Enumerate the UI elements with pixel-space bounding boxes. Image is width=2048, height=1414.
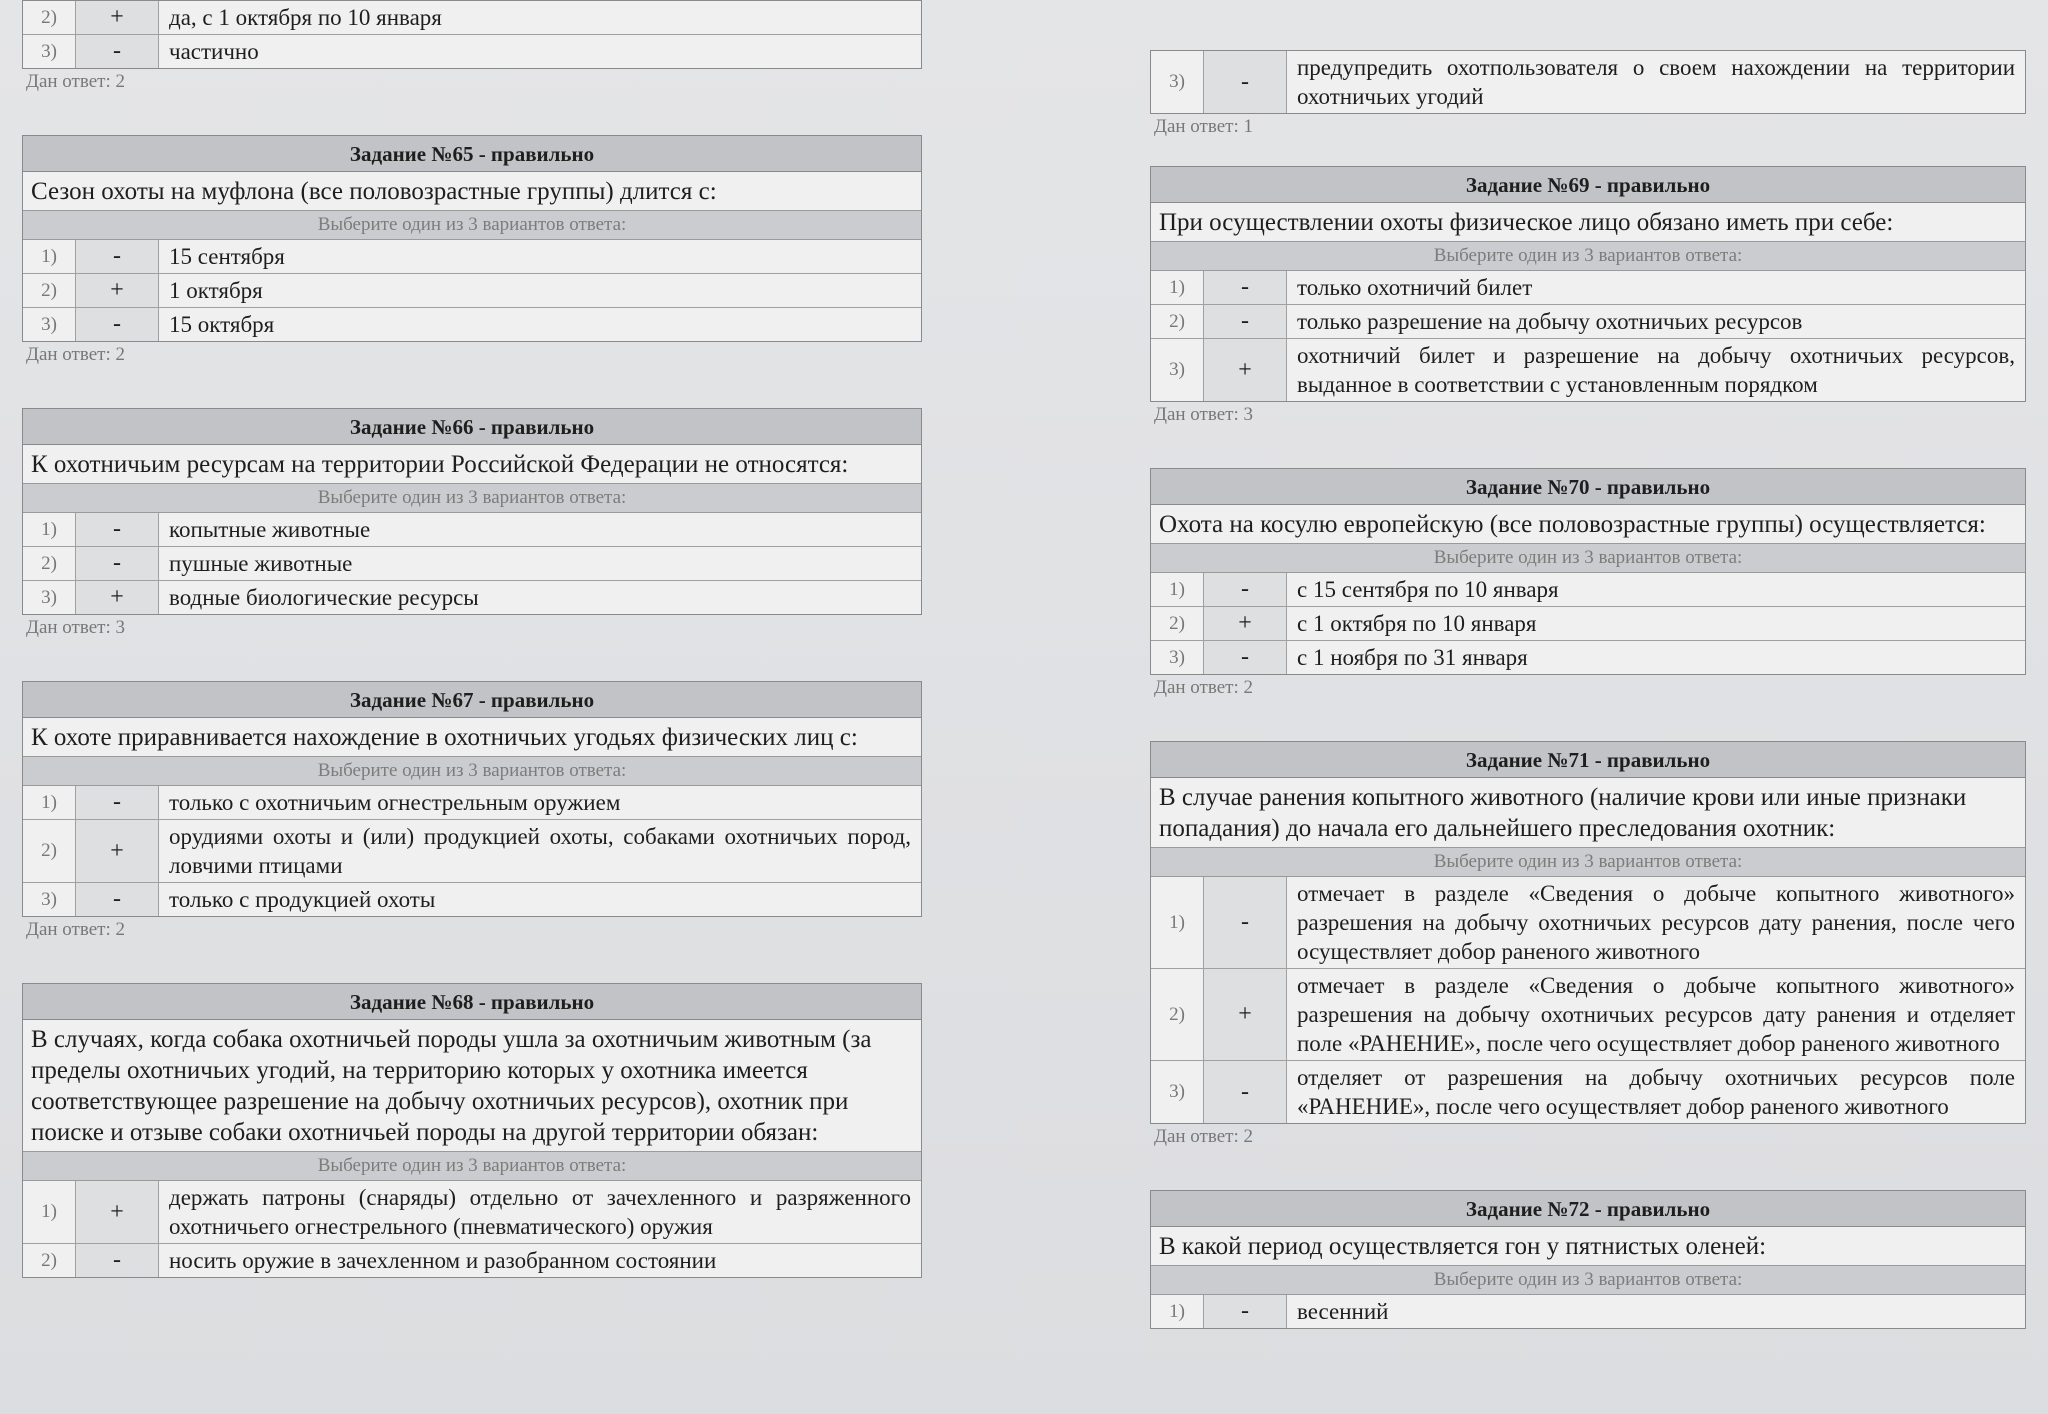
option-mark: + (76, 274, 159, 308)
option-number: 2) (1151, 305, 1204, 339)
option-number: 3) (1151, 1061, 1204, 1124)
option-text: 1 октября (159, 274, 922, 308)
given-answer: Дан ответ: 2 (1154, 1126, 1253, 1147)
option-number: 3) (1151, 51, 1204, 113)
option-text: с 1 октября по 10 января (1287, 607, 2026, 641)
option-row (23, 883, 921, 917)
option-row (23, 1181, 921, 1244)
task-hint: Выберите один из 3 вариантов ответа: (23, 484, 921, 513)
option-mark: - (1204, 877, 1287, 969)
option-row (23, 513, 921, 547)
task-hint: Выберите один из 3 вариантов ответа: (23, 211, 921, 240)
option-text: 15 сентября (159, 240, 922, 274)
option-number: 3) (23, 581, 76, 615)
option-row (1151, 573, 2025, 607)
option-text: 15 октября (169, 312, 275, 337)
option-mark: - (76, 547, 159, 581)
given-answer: Дан ответ: 2 (1154, 677, 1253, 698)
task-64-fragment (22, 0, 922, 69)
option-text: отделяет от разрешения на добычу охотничьих ресурсов поле «РАНЕНИЕ», после чего осуществляет добор раненого животного (1297, 1065, 2015, 1119)
option-text: отмечает в разделе «Сведения о добыче копытного животного» разрешения на добычу охотничьих ресурсов дату ранения, после чего осуществляет добор раненого животного (1287, 877, 2026, 969)
task-title: Задание №66 - правильно (23, 409, 921, 445)
option-row (1151, 641, 2025, 675)
option-mark: - (1204, 573, 1287, 607)
option-mark: - (1204, 641, 1287, 675)
option-text: пушные животные (159, 547, 922, 581)
task-question: При осуществлении охоты физическое лицо обязано иметь при себе: (1151, 203, 2025, 242)
option-number: 3) (23, 883, 76, 917)
given-answer: Дан ответ: 2 (26, 71, 125, 92)
task-question: К охотничьим ресурсам на территории Российской Федерации не относятся: (23, 445, 921, 484)
task-72 (1150, 1190, 2026, 1329)
option-row (1151, 607, 2025, 641)
option-row (23, 1244, 921, 1278)
option-text: да, с 1 октября по 10 января (159, 1, 922, 35)
option-mark: - (1204, 305, 1287, 339)
option-number: 2) (23, 820, 76, 883)
option-row (1151, 969, 2025, 1061)
option-number: 1) (23, 786, 76, 820)
right-column (1150, 0, 2026, 1329)
option-number: 2) (23, 1, 76, 35)
option-number: 2) (23, 274, 76, 308)
option-text: орудиями охоты и (или) продукцией охоты, собаками охотничьих пород, ловчими птицами (159, 820, 922, 883)
task-71 (1150, 741, 2026, 1124)
option-text: только охотничий билет (1287, 271, 2026, 305)
option-mark: - (76, 883, 159, 917)
option-text: носить оружие в зачехленном и разобранном состоянии (169, 1248, 717, 1273)
option-row (1151, 51, 2025, 113)
option-text: только с охотничьим огнестрельным оружием (159, 786, 922, 820)
option-number: 3) (1151, 339, 1204, 402)
option-text: держать патроны (снаряды) отдельно от зачехленного и разряженного охотничьего огнестрельного (пневматического) оружия (159, 1181, 922, 1244)
option-text: с 1 ноября по 31 января (1297, 645, 1528, 670)
task-66 (22, 408, 922, 615)
task-69 (1150, 166, 2026, 402)
option-mark: + (1204, 969, 1287, 1061)
option-mark: - (76, 308, 159, 342)
option-number: 2) (23, 547, 76, 581)
task-question: К охоте приравнивается нахождение в охотничьих угодьях физических лиц с: (23, 718, 921, 757)
option-text: только с продукцией охоты (169, 887, 436, 912)
option-row (1151, 877, 2025, 969)
task-65 (22, 135, 922, 342)
option-number: 3) (23, 35, 76, 69)
option-number: 1) (23, 240, 76, 274)
option-row (23, 35, 921, 69)
option-row (23, 547, 921, 581)
option-text: водные биологические ресурсы (169, 585, 479, 610)
option-number: 3) (1151, 641, 1204, 675)
option-mark: + (1204, 339, 1287, 402)
task-title: Задание №65 - правильно (23, 136, 921, 172)
option-text: с 15 сентября по 10 января (1287, 573, 2026, 607)
option-text: предупредить охотпользователя о своем нахождении на территории охотничьих угодий (1297, 55, 2015, 109)
task-67 (22, 681, 922, 917)
option-row (23, 1, 921, 35)
task-title: Задание №68 - правильно (23, 984, 921, 1020)
given-answer: Дан ответ: 2 (26, 919, 125, 940)
option-text: только разрешение на добычу охотничьих ресурсов (1287, 305, 2026, 339)
task-hint: Выберите один из 3 вариантов ответа: (23, 1152, 921, 1181)
task-title: Задание №67 - правильно (23, 682, 921, 718)
option-number: 2) (23, 1244, 76, 1278)
option-number: 1) (23, 513, 76, 547)
option-number: 1) (23, 1181, 76, 1244)
option-mark: - (1204, 271, 1287, 305)
given-answer: Дан ответ: 2 (26, 344, 125, 365)
left-column (22, 0, 922, 1278)
option-mark: - (76, 240, 159, 274)
task-hint: Выберите один из 3 вариантов ответа: (1151, 242, 2025, 271)
task-68b-fragment (1150, 50, 2026, 114)
option-number: 1) (1151, 573, 1204, 607)
option-number: 2) (1151, 969, 1204, 1061)
task-title: Задание №71 - правильно (1151, 742, 2025, 778)
option-row (23, 308, 921, 342)
task-question: Охота на косулю европейскую (все половозрастные группы) осуществляется: (1151, 505, 2025, 544)
task-question: В случае ранения копытного животного (наличие крови или иные признаки попадания) до начала его дальнейшего преследования охотник: (1151, 778, 2025, 848)
option-mark: - (76, 786, 159, 820)
task-hint: Выберите один из 3 вариантов ответа: (1151, 848, 2025, 877)
option-row (23, 581, 921, 615)
option-mark: - (1204, 51, 1287, 113)
task-title: Задание №69 - правильно (1151, 167, 2025, 203)
option-row (1151, 1061, 2025, 1124)
option-mark: - (1204, 1061, 1287, 1124)
option-text: отмечает в разделе «Сведения о добыче копытного животного» разрешения на добычу охотничьих ресурсов дату ранения и отделяет поле «РАНЕНИЕ», после чего осуществляет добор раненого животного (1287, 969, 2026, 1061)
option-text: частично (169, 39, 259, 64)
option-text: копытные животные (159, 513, 922, 547)
option-mark: + (76, 1, 159, 35)
option-row (1151, 271, 2025, 305)
option-text: охотничий билет и разрешение на добычу охотничьих ресурсов, выданное в соответствии с установленным порядком (1297, 343, 2015, 397)
task-title: Задание №72 - правильно (1151, 1191, 2025, 1227)
option-row (1151, 339, 2025, 402)
option-text: весенний (1297, 1299, 1389, 1324)
option-number: 1) (1151, 1295, 1204, 1328)
task-70 (1150, 468, 2026, 675)
given-answer: Дан ответ: 3 (1154, 404, 1253, 425)
given-answer: Дан ответ: 1 (1154, 116, 1253, 137)
option-mark: - (1204, 1295, 1287, 1328)
task-hint: Выберите один из 3 вариантов ответа: (1151, 1266, 2025, 1295)
task-title: Задание №70 - правильно (1151, 469, 2025, 505)
option-mark: + (1204, 607, 1287, 641)
option-row (1151, 305, 2025, 339)
option-number: 1) (1151, 877, 1204, 969)
option-mark: - (76, 513, 159, 547)
option-mark: + (76, 1181, 159, 1244)
option-mark: + (76, 820, 159, 883)
task-hint: Выберите один из 3 вариантов ответа: (1151, 544, 2025, 573)
option-mark: - (76, 1244, 159, 1278)
option-row (23, 786, 921, 820)
option-row (1151, 1295, 2025, 1328)
task-question: Сезон охоты на муфлона (все половозрастные группы) длится с: (23, 172, 921, 211)
option-number: 1) (1151, 271, 1204, 305)
option-row (23, 820, 921, 883)
option-mark: + (76, 581, 159, 615)
option-mark: - (76, 35, 159, 69)
option-number: 3) (23, 308, 76, 342)
task-question: В случаях, когда собака охотничьей породы ушла за охотничьим животным (за пределы охотничьих угодий, на территорию которых у охотника имеется соответствующее разрешение на добычу охотничьих ресурсов), охотник при поиске и отзыве собаки охотничьей породы на другой территории обязан: (23, 1020, 921, 1152)
option-row (23, 274, 921, 308)
given-answer: Дан ответ: 3 (26, 617, 125, 638)
task-question: В какой период осуществляется гон у пятнистых оленей: (1151, 1227, 2025, 1266)
task-68 (22, 983, 922, 1278)
option-row (23, 240, 921, 274)
option-number: 2) (1151, 607, 1204, 641)
task-hint: Выберите один из 3 вариантов ответа: (23, 757, 921, 786)
